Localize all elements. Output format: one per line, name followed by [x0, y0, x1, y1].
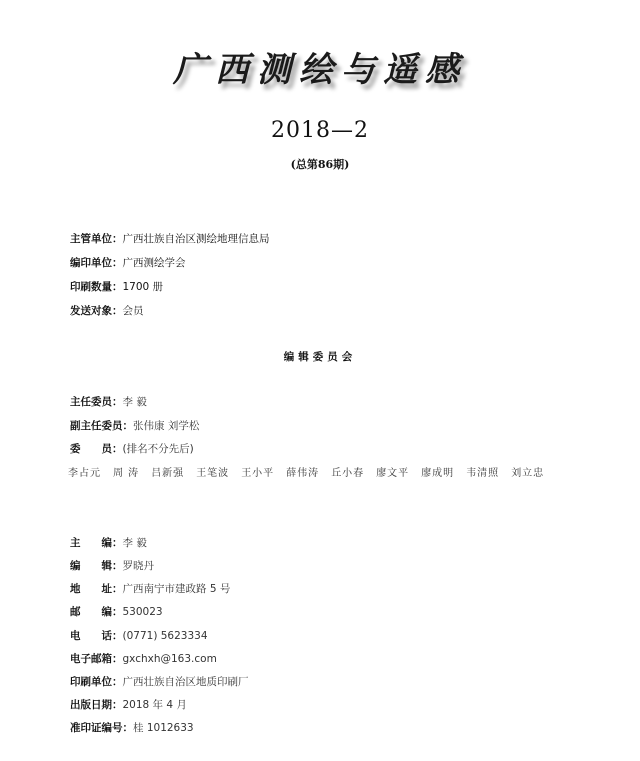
info-label: 印刷数量： — [70, 281, 123, 293]
editorial-value: 李 毅 — [122, 537, 147, 549]
editorial-value: 广西壮族自治区地质印刷厂 — [122, 676, 249, 688]
committee-chair-label: 主任委员： — [70, 396, 123, 408]
info-row-editor-org — [70, 255, 186, 270]
editorial-value: 2018 年 4 月 — [122, 699, 187, 711]
committee-member-list — [68, 464, 588, 479]
committee-member: 王小平 — [241, 468, 275, 479]
editorial-label: 电 话： — [70, 630, 123, 642]
committee-member: 周 涛 — [113, 468, 140, 479]
editorial-label: 主 编： — [70, 537, 123, 549]
committee-vice-label: 副主任委员： — [70, 420, 133, 432]
info-value: 广西壮族自治区测绘地理信息局 — [122, 233, 270, 245]
editorial-row-publish-date — [70, 697, 187, 712]
committee-vice-value: 张伟康 刘学松 — [133, 420, 200, 432]
editorial-label: 印刷单位： — [70, 676, 123, 688]
editorial-row-phone — [70, 628, 208, 643]
committee-chair-value: 李 毅 — [122, 396, 147, 408]
committee-members-row — [70, 441, 194, 456]
editorial-value: 530023 — [122, 606, 163, 618]
editorial-label: 邮 编： — [70, 606, 123, 618]
editorial-value: gxchxh@163.com — [122, 653, 217, 665]
editorial-label: 电子邮箱： — [70, 653, 123, 665]
info-row-recipients — [70, 303, 144, 318]
info-row-supervisor — [70, 231, 270, 246]
committee-members-label: 委 员： — [70, 443, 123, 455]
journal-title: 广西测绘与遥感 — [173, 50, 467, 90]
editorial-row-email — [70, 651, 217, 666]
editorial-label: 出版日期： — [70, 699, 123, 711]
committee-vice-row — [70, 418, 199, 433]
issue-number: 2018—2 — [271, 118, 369, 143]
info-label: 发送对象： — [70, 305, 123, 317]
committee-member: 廖文平 — [376, 468, 410, 479]
editorial-label: 准印证编号： — [70, 722, 133, 734]
editorial-row-printer — [70, 674, 249, 689]
editorial-label: 编 辑： — [70, 560, 123, 572]
editorial-value: (0771) 5623334 — [122, 630, 208, 642]
editorial-value: 桂 1012633 — [133, 722, 194, 734]
info-label: 主管单位： — [70, 233, 123, 245]
editorial-row-chief-editor — [70, 535, 147, 550]
editorial-value: 罗晓丹 — [122, 560, 154, 572]
editorial-row-permit-number — [70, 720, 194, 735]
info-value: 会员 — [122, 305, 144, 317]
committee-member: 丘小春 — [331, 468, 365, 479]
committee-chair-row — [70, 394, 147, 409]
editorial-row-address — [70, 581, 230, 596]
committee-members-note: (排名不分先后) — [122, 443, 194, 455]
editorial-row-postcode — [70, 604, 163, 619]
info-value: 广西测绘学会 — [122, 257, 186, 269]
committee-member: 王笔波 — [196, 468, 230, 479]
editorial-row-editor — [70, 558, 154, 573]
info-value: 1700 册 — [122, 281, 164, 293]
total-issue-number: (总第86期) — [290, 158, 350, 171]
committee-member: 刘立忠 — [511, 468, 545, 479]
committee-member: 韦清照 — [466, 468, 500, 479]
committee-member: 薛伟涛 — [286, 468, 320, 479]
committee-member: 李占元 — [68, 468, 101, 479]
info-row-print-count — [70, 279, 163, 294]
editorial-label: 地 址： — [70, 583, 123, 595]
committee-member: 廖成明 — [421, 468, 455, 479]
committee-member: 吕新强 — [151, 468, 185, 479]
info-label: 编印单位： — [70, 257, 123, 269]
editorial-value: 广西南宁市建政路 5 号 — [122, 583, 231, 595]
committee-heading: 编辑委员会 — [283, 351, 357, 363]
